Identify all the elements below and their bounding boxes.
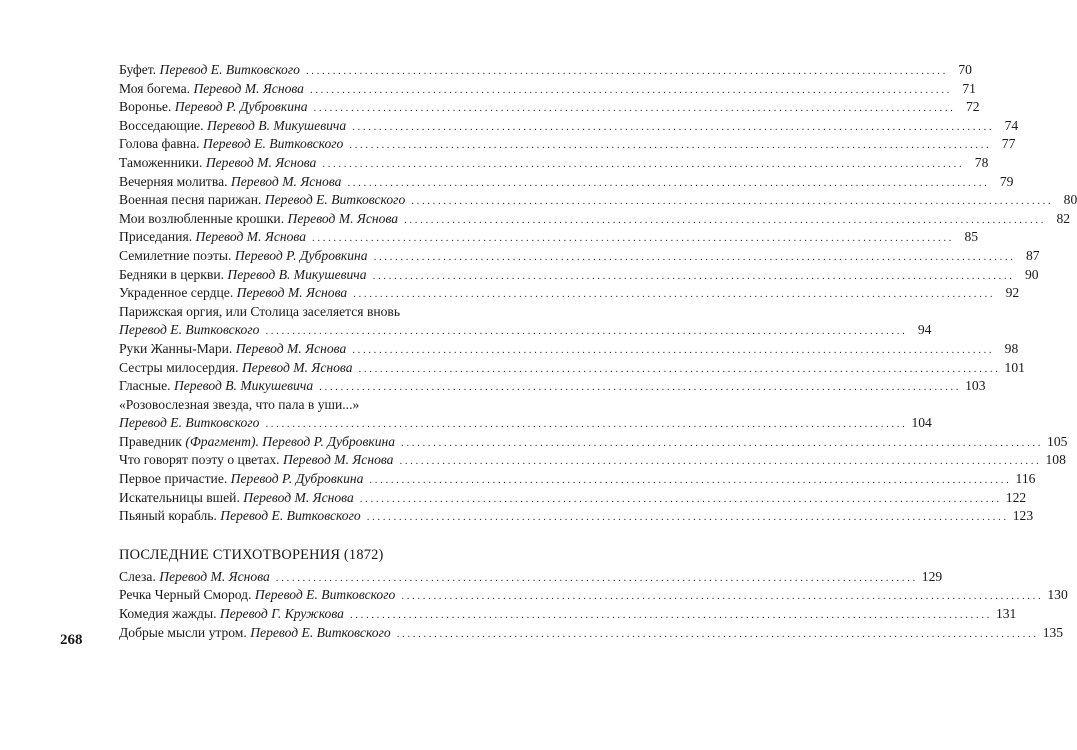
entry-translator: Перевод М. Яснова [287,210,399,226]
entry-title: Семилетние поэты. [119,247,232,263]
leader-dots: ........................................................................................................................ [265,418,908,431]
entry-title: Мои возлюбленные крошки. [119,210,285,226]
section-heading: ПОСЛЕДНИЕ СТИХОТВОРЕНИЯ (1872) [119,546,384,563]
entry-title: Искательницы вшей. [119,489,240,505]
entry-translator: Перевод Р. Дубровкина [262,433,396,449]
entry-page: 71 [962,80,976,96]
entry-translator: Перевод М. Яснова [235,340,347,356]
toc-entry [119,284,1020,303]
toc-entry [119,210,1071,229]
toc-entry [119,489,1027,508]
table-of-contents [119,61,1077,642]
entry-title: Сестры милосердия. [119,359,239,375]
entry-title-line: Парижская оргия, или Столица заселяется вновь [119,303,401,319]
toc-entry [119,173,1014,192]
leader-dots: ........................................................................................................................ [396,627,1039,640]
leader-dots: ........................................................................................................................ [353,288,996,301]
toc-entry [119,117,1019,136]
entry-title: Праведник [119,433,182,449]
leader-dots: ........................................................................................................................ [265,325,908,338]
entry-page: 130 [1047,587,1068,603]
entry-title: Речка Черный Смород. [119,587,252,603]
entry-translator: Перевод Р. Дубровкина [230,471,364,487]
entry-page: 79 [999,173,1014,189]
entry-page: 108 [1045,452,1066,468]
entry-title: Что говорят поэту о цветах. [119,452,280,468]
toc-entry [119,228,979,247]
entry-translator: Перевод Р. Дубровкина [174,99,308,115]
entry-page: 101 [1004,359,1025,375]
toc-entry [119,507,1034,526]
entry-title: Бедняки в церкви. [119,266,224,282]
toc-entry [119,80,976,99]
entry-title: Гласные. [119,378,171,394]
entry-page: 82 [1056,210,1071,226]
entry-title: Первое причастие. [119,471,228,487]
toc-entry [119,98,980,117]
toc-entry [119,191,1077,210]
entry-translator: Перевод М. Яснова [159,568,270,584]
entry-translator: Перевод Е. Витковского [220,508,361,524]
entry-title: Руки Жанны-Мари. [119,340,233,356]
entry-title: Вечерняя молитва. [119,173,228,189]
entry-page: 80 [1063,192,1077,208]
toc-entry [119,377,986,396]
toc-entry [119,470,1036,489]
entry-title: Воронье. [119,99,172,115]
entry-title: Восседающие. [119,117,204,133]
entry-page: 94 [917,322,932,338]
entry-translator: Перевод Г. Кружкова [219,606,344,622]
toc-entry [119,154,989,173]
leader-dots: ........................................................................................................................ [349,139,992,152]
entry-title: Военная песня парижан. [119,192,262,208]
leader-dots: ........................................................................................................................ [359,492,1002,505]
entry-title: Моя богема. [119,80,191,96]
toc-entry [119,135,1016,154]
entry-page: 122 [1005,489,1027,505]
toc-entry [119,321,932,340]
leader-dots: ........................................................................................................................ [399,455,1042,468]
leader-dots: ........................................................................................................................ [352,343,995,356]
entry-page: 92 [1005,285,1020,301]
toc-entry [119,359,1025,378]
leader-dots: ........................................................................................................................ [347,176,990,189]
entry-translator: Перевод Е. Витковского [159,62,300,77]
toc-entry [119,624,1064,643]
leader-dots: ........................................................................................................................ [349,609,992,622]
toc-entry [119,61,972,80]
entry-title: Таможенники. [119,154,203,170]
entry-page: 105 [1047,433,1068,449]
entry-title: Добрые мысли утром. [119,624,247,640]
entry-page: 135 [1042,624,1064,640]
entry-page: 77 [1001,136,1016,152]
entry-page: 90 [1025,266,1039,282]
entry-title: Комедия жажды. [119,606,217,622]
page-number: 268 [60,632,83,648]
entry-page: 129 [921,568,943,584]
leader-dots: ........................................................................................................................ [358,362,1001,375]
entry-page: 123 [1012,508,1034,524]
toc-entry [119,340,1019,359]
entry-page: 85 [964,229,979,245]
toc-entry [119,266,1039,285]
entry-page: 78 [974,154,989,170]
leader-dots: ........................................................................................................................ [369,474,1012,487]
entry-translator: Перевод Е. Витковского [119,322,260,338]
toc-entry [119,568,943,587]
entry-title: Украденное сердце. [119,285,234,301]
toc-entry [119,247,1040,266]
entry-title: Буфет. [119,62,157,77]
toc-entry [119,451,1066,470]
toc-entry [119,586,1068,605]
leader-dots: ........................................................................................................................ [373,250,1016,263]
leader-dots: ........................................................................................................................ [322,157,965,170]
entry-page: 98 [1004,340,1019,356]
entry-translator: Перевод В. Микушевича [206,117,347,133]
entry-translator: Перевод М. Яснова [236,285,348,301]
entry-page: 72 [965,99,980,115]
leader-dots: ........................................................................................................................ [401,436,1044,449]
entry-translator: Перевод М. Яснова [282,452,394,468]
entry-subtitle: (Фрагмент). [185,433,259,449]
leader-dots: ........................................................................................................................ [313,102,956,115]
entry-title: Слеза. [119,568,156,584]
leader-dots: ........................................................................................................................ [404,213,1047,226]
entry-translator: Перевод В. Микушевича [173,378,314,394]
entry-translator: Перевод М. Яснова [230,173,342,189]
entry-translator: Перевод М. Яснова [241,359,353,375]
entry-translator: Перевод В. Микушевича [227,266,367,282]
leader-dots: ........................................................................................................................ [275,571,918,584]
entry-translator: Перевод Р. Дубровкина [234,247,368,263]
entry-page: 131 [995,606,1017,622]
entry-page: 104 [911,415,932,431]
entry-translator: Перевод М. Яснова [205,154,317,170]
leader-dots: ........................................................................................................................ [309,83,952,96]
toc-entry [119,414,932,433]
entry-page: 74 [1004,117,1019,133]
entry-translator: Перевод Е. Витковского [264,192,406,208]
entry-translator: Перевод Е. Витковского [119,415,260,431]
entry-title: Пьяный корабль. [119,508,217,524]
entry-translator: Перевод М. Яснова [243,489,354,505]
leader-dots: ........................................................................................................................ [305,65,948,77]
leader-dots: ........................................................................................................................ [312,232,955,245]
entry-translator: Перевод Е. Витковского [254,587,396,603]
leader-dots: ........................................................................................................................ [366,511,1009,524]
entry-page: 70 [958,62,972,77]
entry-title-line: «Розовослезная звезда, что пала в уши...» [119,396,360,412]
leader-dots: ........................................................................................................................ [411,195,1054,208]
leader-dots: ........................................................................................................................ [319,381,962,394]
entry-translator: Перевод Е. Витковского [250,624,391,640]
toc-entry [119,433,1068,452]
leader-dots: ........................................................................................................................ [352,120,995,133]
entry-translator: Перевод Е. Витковского [202,136,344,152]
entry-title: Приседания. [119,229,193,245]
entry-translator: Перевод М. Яснова [193,80,304,96]
entry-translator: Перевод М. Яснова [195,229,307,245]
toc-entry [119,605,1017,624]
leader-dots: ........................................................................................................................ [401,590,1044,603]
entry-page: 116 [1015,471,1036,487]
entry-page: 87 [1026,247,1040,263]
leader-dots: ........................................................................................................................ [372,269,1015,282]
entry-title: Голова фавна. [119,136,200,152]
entry-page: 103 [965,378,986,394]
